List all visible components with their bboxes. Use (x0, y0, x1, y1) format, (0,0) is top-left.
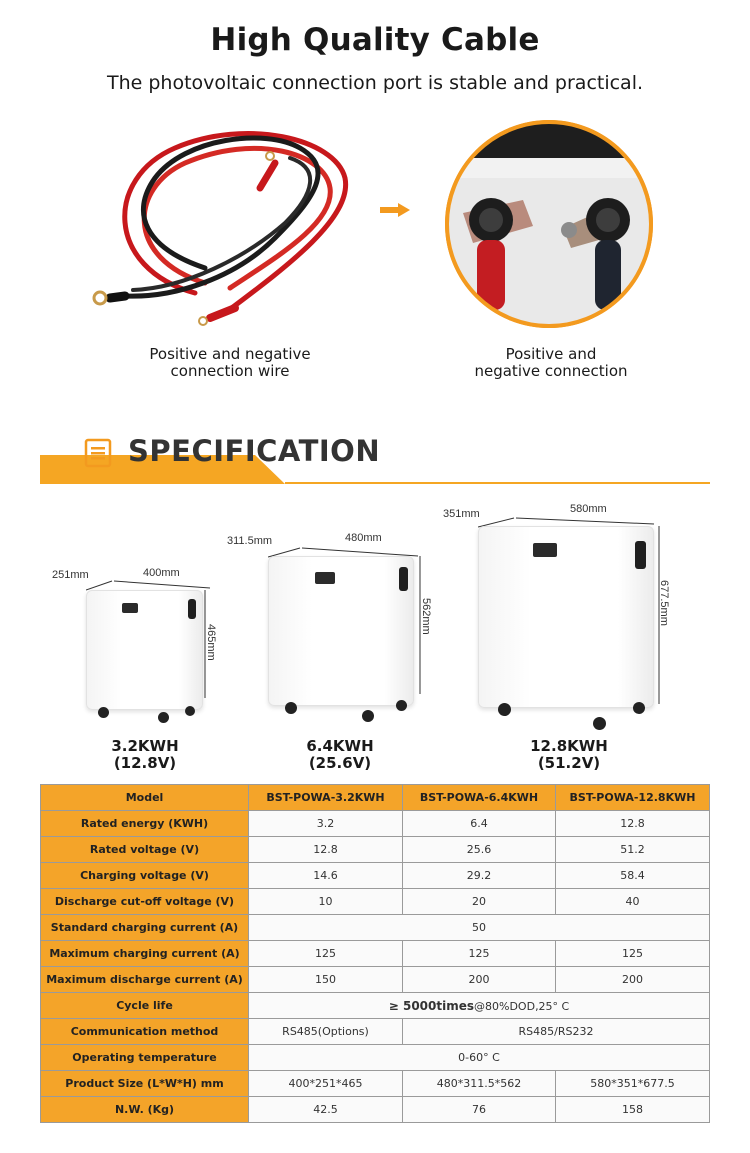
right-photo-caption (431, 346, 671, 380)
battery-cabinet-6-4kwh (268, 556, 414, 706)
table-cell: 14.6 (249, 863, 403, 889)
table-row (41, 941, 710, 967)
row-label: Maximum charging current (A) (41, 941, 249, 967)
table-cell: 29.2 (403, 863, 556, 889)
table-row (41, 889, 710, 915)
table-cell: 3.2 (249, 811, 403, 837)
connection-closeup-photo (443, 118, 655, 330)
table-cell: 40 (556, 889, 710, 915)
height-dimension: 562mm (420, 598, 432, 635)
depth-dimension: 311.5mm (227, 535, 273, 547)
cycle-life-value: ≥ 5000times (388, 998, 475, 1013)
table-cell: 580*351*677.5 (556, 1071, 710, 1097)
table-cell (249, 993, 710, 1019)
column-header: BST-POWA-6.4KWH (403, 785, 556, 811)
row-label: Maximum discharge current (A) (41, 967, 249, 993)
wheel (158, 712, 169, 723)
wheel (633, 702, 645, 714)
model-voltage: (51.2V) (537, 754, 601, 772)
wheel (362, 710, 374, 722)
column-header: BST-POWA-12.8KWH (556, 785, 710, 811)
table-cell: 480*311.5*562 (403, 1071, 556, 1097)
display-screen (533, 543, 557, 557)
caption-line: Positive and negative (149, 345, 311, 363)
row-label: Charging voltage (V) (41, 863, 249, 889)
handle (635, 541, 646, 569)
table-cell: 50 (249, 915, 710, 941)
wheel (98, 707, 109, 718)
wheel (396, 700, 407, 711)
height-dimension: 465mm (205, 624, 217, 661)
table-cell: 12.8 (249, 837, 403, 863)
table-cell: 20 (403, 889, 556, 915)
table-cell: 200 (556, 967, 710, 993)
model-capacity: 12.8KWH (530, 737, 608, 755)
dimension-lines (415, 556, 425, 696)
table-cell: 42.5 (249, 1097, 403, 1123)
table-cell: 125 (403, 941, 556, 967)
page-subtitle: The photovoltaic connection port is stable and practical. (106, 72, 644, 94)
table-row (41, 863, 710, 889)
width-dimension: 480mm (345, 532, 382, 544)
cable-photo (85, 118, 365, 338)
caption-line: connection wire (170, 362, 290, 380)
battery-cabinet-3-2kwh (86, 590, 203, 710)
row-label: Rated voltage (V) (41, 837, 249, 863)
model-label-3-2kwh (80, 738, 210, 772)
table-cell: 400*251*465 (249, 1071, 403, 1097)
battery-cabinet-12-8kwh (478, 526, 654, 708)
caption-line: Positive and (505, 345, 597, 363)
handle (399, 567, 408, 591)
table-cell: 150 (249, 967, 403, 993)
document-list-icon (84, 438, 112, 468)
dimension-lines (654, 526, 664, 706)
table-row (41, 837, 710, 863)
table-cell: 125 (249, 941, 403, 967)
table-cell: 200 (403, 967, 556, 993)
wheel (498, 703, 511, 716)
model-label-12-8kwh (504, 738, 634, 772)
table-row (41, 1045, 710, 1071)
width-dimension: 400mm (143, 567, 180, 579)
left-photo-caption (110, 346, 350, 380)
table-row (41, 915, 710, 941)
depth-dimension: 251mm (52, 569, 89, 581)
table-cell: 125 (556, 941, 710, 967)
table-cell: 158 (556, 1097, 710, 1123)
width-dimension: 580mm (570, 503, 607, 515)
table-row (41, 1071, 710, 1097)
row-label: Standard charging current (A) (41, 915, 249, 941)
table-cell: 0-60° C (249, 1045, 710, 1071)
arrow-right-icon (380, 203, 410, 217)
section-title: SPECIFICATION (128, 434, 381, 468)
row-label: Rated energy (KWH) (41, 811, 249, 837)
wheel (593, 717, 606, 730)
table-cell: 51.2 (556, 837, 710, 863)
wheel (185, 706, 195, 716)
row-label: Product Size (L*W*H) mm (41, 1071, 249, 1097)
table-cell: RS485/RS232 (403, 1019, 710, 1045)
model-capacity: 6.4KWH (306, 737, 374, 755)
row-label: Discharge cut-off voltage (V) (41, 889, 249, 915)
table-cell: RS485(Options) (249, 1019, 403, 1045)
table-cell: 10 (249, 889, 403, 915)
display-screen (315, 572, 335, 584)
row-label: N.W. (Kg) (41, 1097, 249, 1123)
model-label-6-4kwh (275, 738, 405, 772)
wheel (285, 702, 297, 714)
page-title: High Quality Cable (210, 22, 540, 58)
table-cell: 12.8 (556, 811, 710, 837)
table-cell: 58.4 (556, 863, 710, 889)
table-row (41, 811, 710, 837)
row-label: Cycle life (41, 993, 249, 1019)
column-header: Model (41, 785, 249, 811)
model-voltage: (25.6V) (308, 754, 372, 772)
row-label: Communication method (41, 1019, 249, 1045)
height-dimension: 677.5mm (658, 580, 670, 626)
table-cell: 6.4 (403, 811, 556, 837)
specification-table (40, 784, 710, 1123)
table-cell: 76 (403, 1097, 556, 1123)
table-row (41, 1019, 710, 1045)
row-label: Operating temperature (41, 1045, 249, 1071)
table-header-row (41, 785, 710, 811)
table-cell: 25.6 (403, 837, 556, 863)
caption-line: negative connection (474, 362, 628, 380)
display-screen (122, 603, 138, 613)
model-voltage: (12.8V) (113, 754, 177, 772)
handle (188, 599, 196, 619)
model-capacity: 3.2KWH (111, 737, 179, 755)
column-header: BST-POWA-3.2KWH (249, 785, 403, 811)
cycle-life-condition: @80%DOD,25° C (474, 999, 570, 1013)
table-row (41, 993, 710, 1019)
table-row (41, 1097, 710, 1123)
depth-dimension: 351mm (443, 508, 480, 520)
table-row (41, 967, 710, 993)
